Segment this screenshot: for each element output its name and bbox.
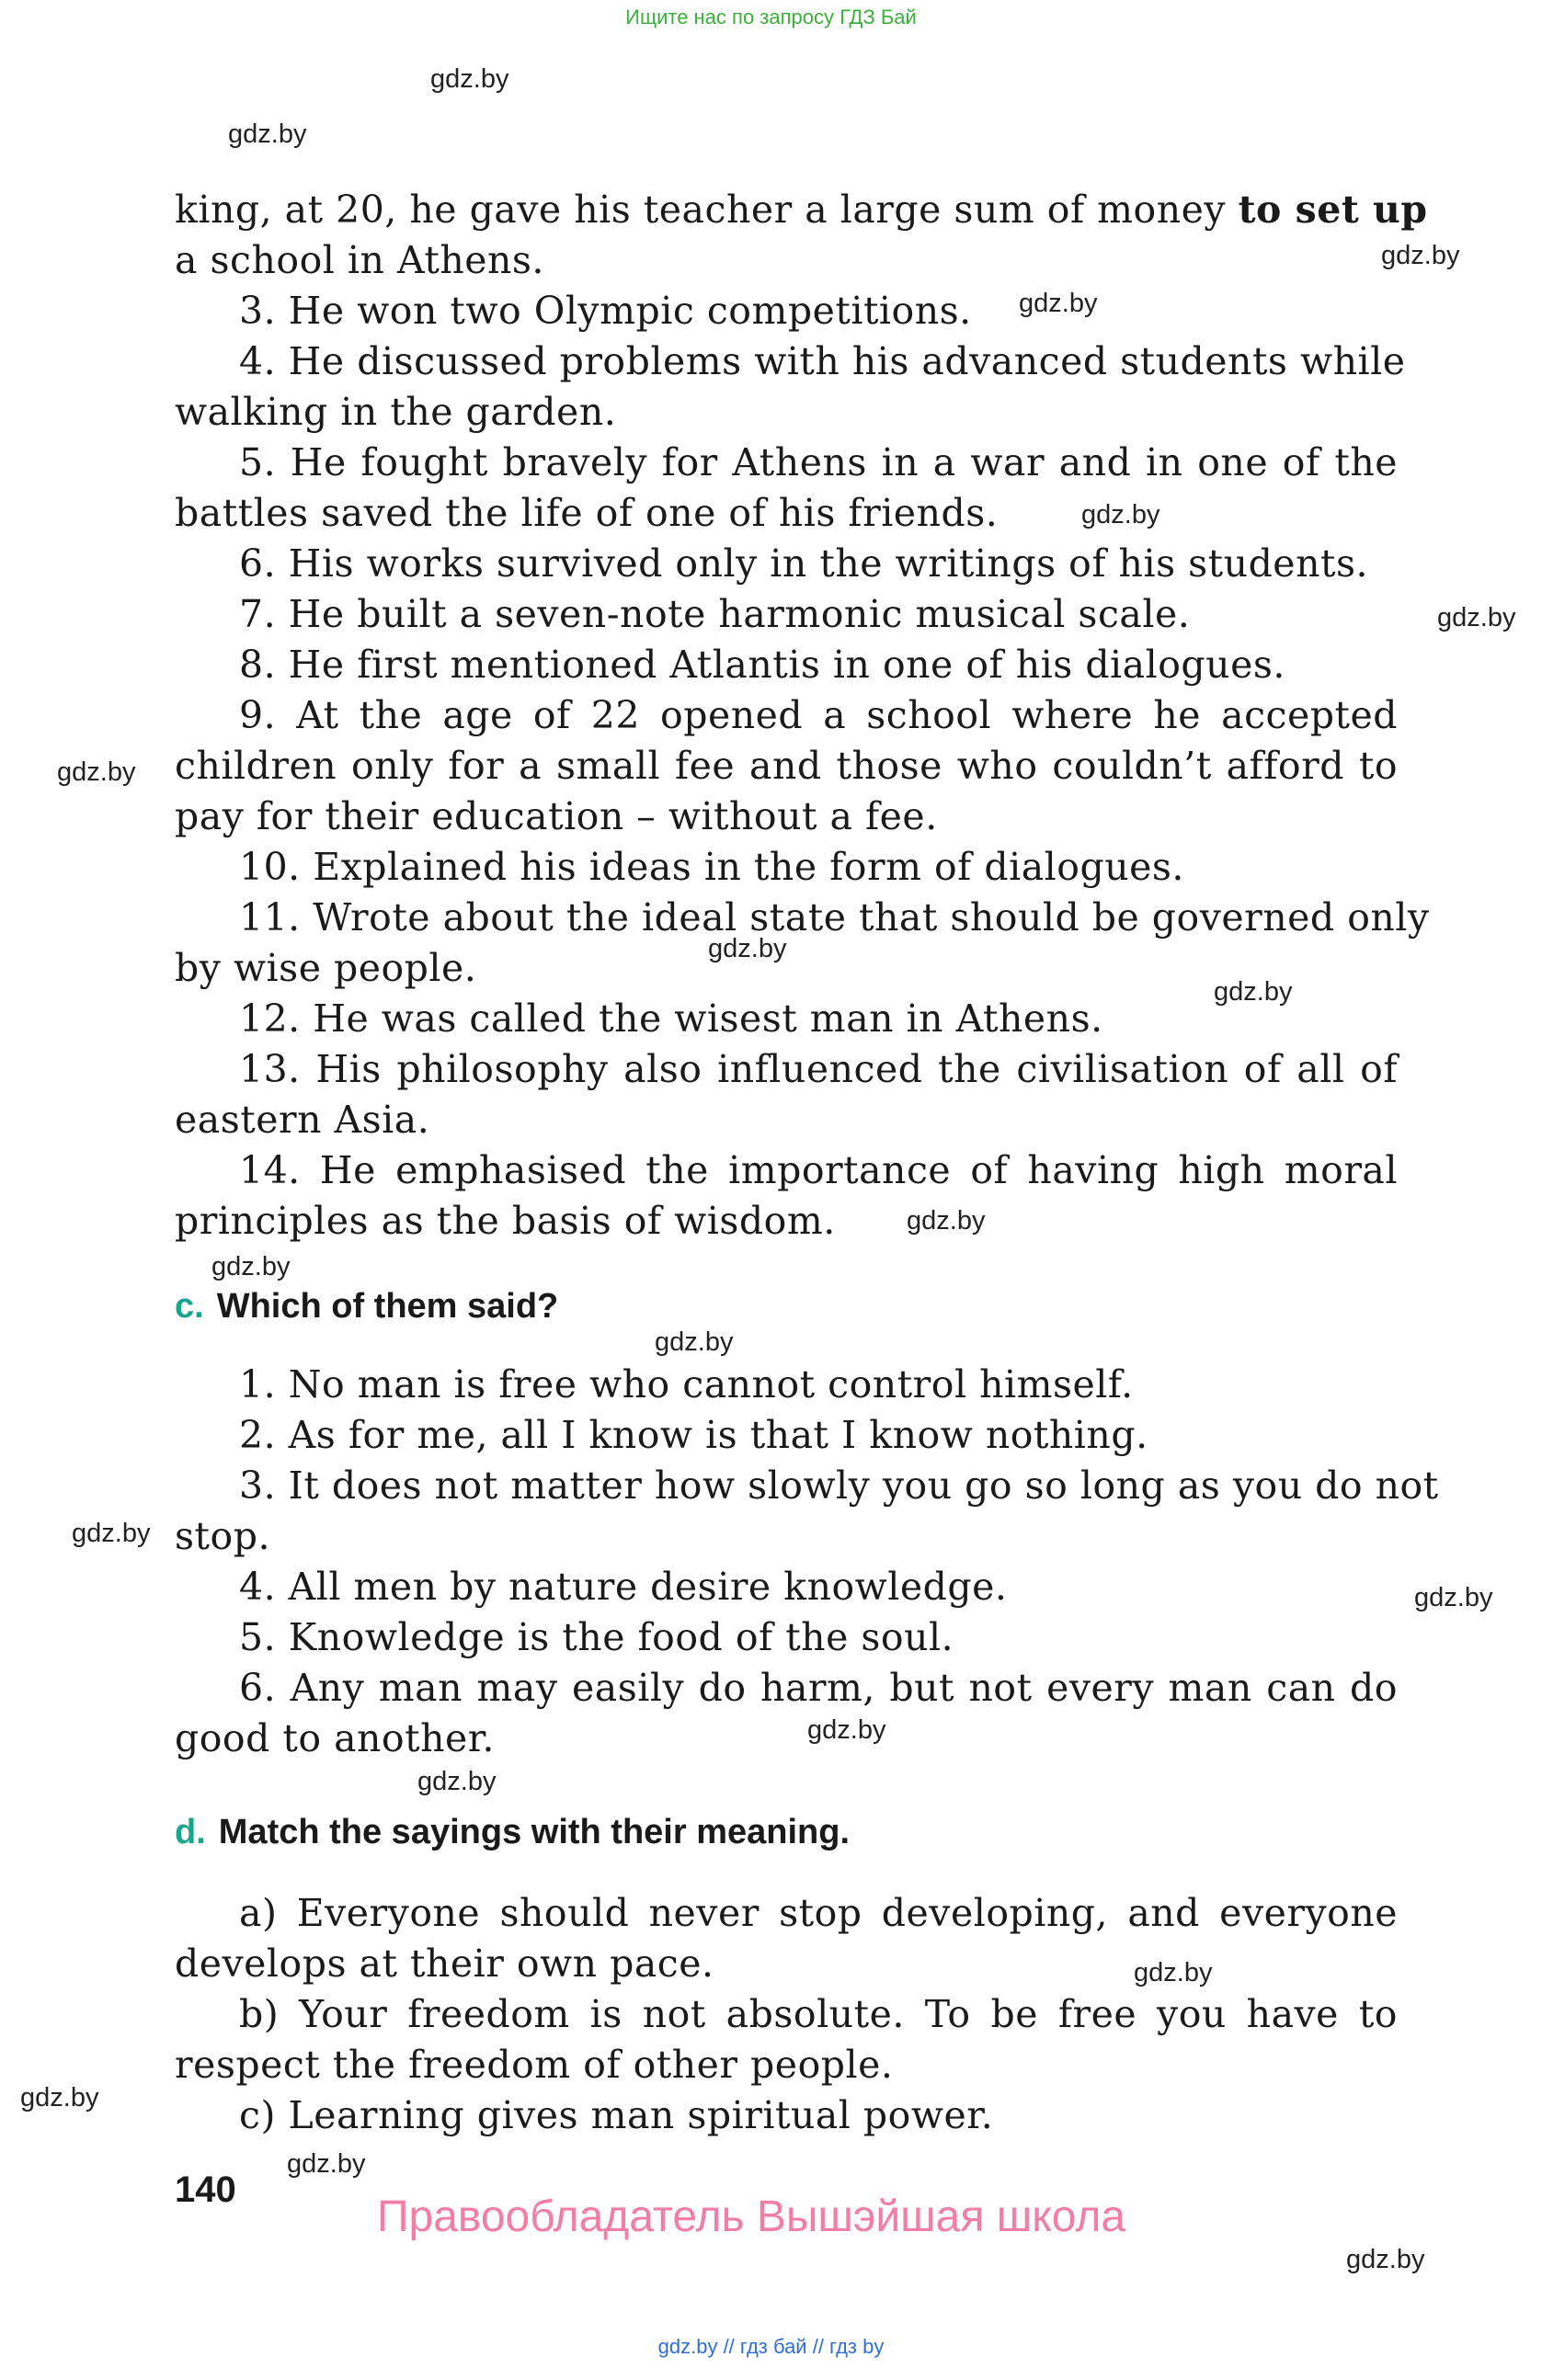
meaning-item: c) Learning gives man spiritual power. bbox=[239, 2093, 994, 2137]
watermark: gdz.by bbox=[20, 2083, 99, 2112]
watermark: gdz.by bbox=[1437, 603, 1516, 632]
list-item: 8. He first mentioned Atlantis in one of his dialogues. bbox=[239, 643, 1285, 687]
list-item: 4. He discussed problems with his advanced students while bbox=[239, 339, 1406, 383]
quote-item: 4. All men by nature desire knowledge. bbox=[239, 1565, 1008, 1609]
watermark: gdz.by bbox=[1414, 1583, 1493, 1612]
watermark: gdz.by bbox=[228, 120, 307, 149]
text-line: eastern Asia. bbox=[175, 1098, 430, 1142]
watermark: gdz.by bbox=[1081, 500, 1160, 530]
text-line: children only for a small fee and those who couldn’t afford to bbox=[175, 744, 1398, 788]
text-line: king, at 20, he gave his teacher a large sum of money to set up bbox=[175, 188, 1428, 232]
watermark: gdz.by bbox=[287, 2149, 366, 2179]
task-heading-d bbox=[175, 1811, 850, 1853]
task-letter: d. bbox=[175, 1813, 206, 1851]
list-item: 5. He fought bravely for Athens in a war and in one of the bbox=[239, 440, 1398, 484]
list-item: 9. At the age of 22 opened a school where he accepted bbox=[239, 693, 1398, 737]
watermark: gdz.by bbox=[1134, 1958, 1213, 1987]
quote-item: 5. Knowledge is the food of the soul. bbox=[239, 1615, 954, 1659]
watermark: gdz.by bbox=[655, 1327, 734, 1357]
watermark: gdz.by bbox=[1019, 289, 1098, 318]
list-item: 14. He emphasised the importance of having high moral bbox=[239, 1148, 1398, 1192]
bold-phrase: to set up bbox=[1238, 188, 1428, 232]
watermark: gdz.by bbox=[907, 1206, 986, 1236]
list-item: 6. His works survived only in the writings of his students. bbox=[239, 541, 1369, 586]
page-number: 140 bbox=[175, 2169, 236, 2210]
quote-item: 6. Any man may easily do harm, but not every man can do bbox=[239, 1666, 1398, 1710]
watermark: gdz.by bbox=[1214, 977, 1293, 1007]
watermark: gdz.by bbox=[211, 1252, 291, 1281]
list-item: 10. Explained his ideas in the form of dialogues. bbox=[239, 845, 1184, 889]
watermark: gdz.by bbox=[57, 757, 136, 787]
text-line: develops at their own pace. bbox=[175, 1942, 714, 1986]
task-letter: c. bbox=[175, 1287, 204, 1326]
text-line: principles as the basis of wisdom. bbox=[175, 1199, 836, 1243]
quote-item: 3. It does not matter how slowly you go so long as you do not bbox=[239, 1463, 1439, 1508]
top-banner: Ищите нас по запросу ГДЗ Бай bbox=[625, 6, 917, 28]
task-heading-c bbox=[175, 1285, 558, 1327]
text-line: pay for their education – without a fee. bbox=[175, 794, 938, 838]
task-title: Match the sayings with their meaning. bbox=[218, 1813, 851, 1851]
list-item: 12. He was called the wisest man in Athens. bbox=[239, 996, 1103, 1041]
watermark: gdz.by bbox=[417, 1767, 497, 1796]
text-line: good to another. bbox=[175, 1716, 495, 1760]
text-line: a school in Athens. bbox=[175, 238, 544, 282]
watermark: gdz.by bbox=[430, 64, 509, 94]
text-line: stop. bbox=[175, 1514, 270, 1558]
footer-links: gdz.by // гдз бай // гдз by bbox=[657, 2335, 885, 2358]
task-title: Which of them said? bbox=[216, 1287, 559, 1326]
list-item: 11. Wrote about the ideal state that should be governed only bbox=[239, 895, 1430, 939]
watermark: gdz.by bbox=[72, 1519, 151, 1548]
text-line: walking in the garden. bbox=[175, 390, 617, 434]
text-line: respect the freedom of other people. bbox=[175, 2043, 894, 2087]
watermark: gdz.by bbox=[1381, 241, 1460, 270]
quote-item: 1. No man is free who cannot control himself. bbox=[239, 1362, 1134, 1406]
text-line: by wise people. bbox=[175, 946, 477, 990]
list-item: 3. He won two Olympic competitions. bbox=[239, 289, 972, 333]
watermark: gdz.by bbox=[807, 1715, 886, 1745]
quote-item: 2. As for me, all I know is that I know nothing. bbox=[239, 1413, 1148, 1457]
watermark: gdz.by bbox=[708, 934, 787, 963]
text-line: battles saved the life of one of his friends. bbox=[175, 491, 999, 535]
copyright-notice: Правообладатель Вышэйшая школа bbox=[377, 2192, 1126, 2241]
list-item: 13. His philosophy also influenced the civilisation of all of bbox=[239, 1047, 1398, 1091]
list-item: 7. He built a seven-note harmonic musical scale. bbox=[239, 592, 1191, 636]
meaning-item: b) Your freedom is not absolute. To be free you have to bbox=[239, 1992, 1398, 2036]
meaning-item: a) Everyone should never stop developing, and everyone bbox=[239, 1891, 1398, 1935]
watermark: gdz.by bbox=[1346, 2245, 1425, 2274]
